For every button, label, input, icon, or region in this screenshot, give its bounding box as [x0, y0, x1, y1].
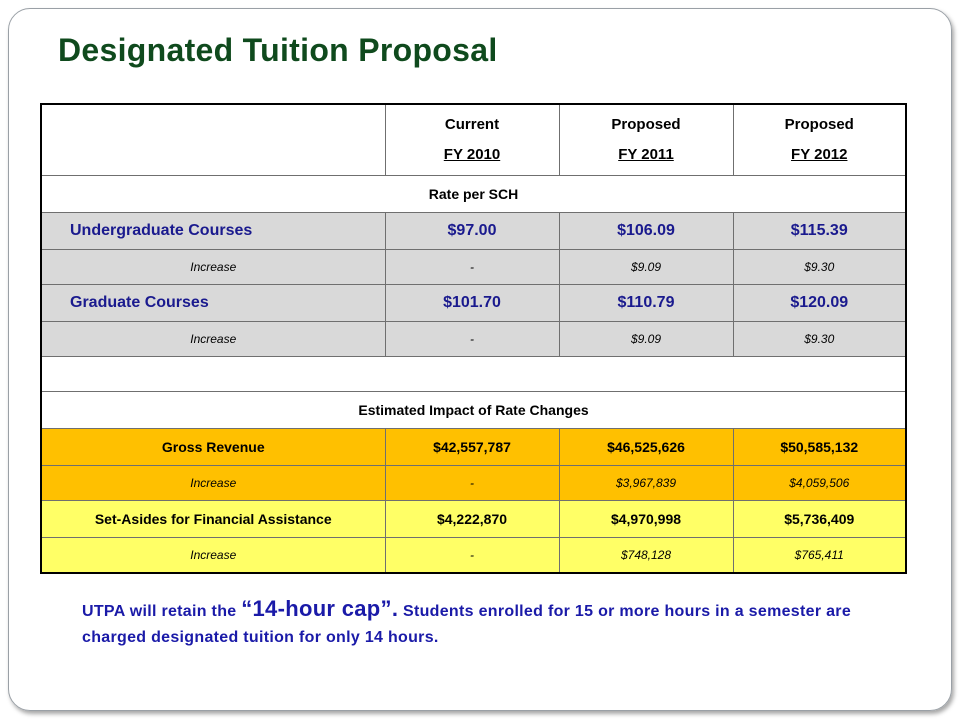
- header-line: Current: [444, 116, 500, 133]
- row-label: Increase: [41, 538, 385, 574]
- table-row-set-asides-increase: [41, 538, 906, 574]
- cell-value: $9.09: [559, 250, 733, 285]
- header-line: Proposed: [784, 116, 854, 133]
- cell-value: $9.09: [559, 322, 733, 357]
- cell-value: $4,970,998: [559, 501, 733, 538]
- cell-value: $97.00: [385, 213, 559, 250]
- cell-value: $42,557,787: [385, 429, 559, 466]
- header-fiscal-year: FY 2011: [618, 146, 674, 163]
- header-current-fy2010: [385, 104, 559, 176]
- cell-value: -: [385, 322, 559, 357]
- header-fiscal-year: FY 2010: [443, 146, 501, 163]
- cell-value: $46,525,626: [559, 429, 733, 466]
- cell-value: -: [385, 466, 559, 501]
- note-prefix: UTPA will retain the: [82, 603, 242, 620]
- table-row-gross-increase: [41, 466, 906, 501]
- cell-value: $50,585,132: [733, 429, 906, 466]
- header-fiscal-year: FY 2012: [791, 146, 848, 163]
- header-empty-cell: [41, 104, 385, 176]
- row-label: Graduate Courses: [41, 285, 385, 322]
- note-cap: “14-hour cap”.: [241, 596, 399, 621]
- table-row-set-asides: [41, 501, 906, 538]
- cell-value: $120.09: [733, 285, 906, 322]
- cell-value: $5,736,409: [733, 501, 906, 538]
- table-row-graduate: [41, 285, 906, 322]
- row-label: Undergraduate Courses: [41, 213, 385, 250]
- table-row-undergraduate-increase: [41, 250, 906, 285]
- row-label: Gross Revenue: [41, 429, 385, 466]
- cell-value: $9.30: [733, 250, 906, 285]
- row-label: Set-Asides for Financial Assistance: [41, 501, 385, 538]
- cell-value: $110.79: [559, 285, 733, 322]
- cell-value: $765,411: [733, 538, 906, 574]
- cell-value: -: [385, 538, 559, 574]
- table-row-undergraduate: [41, 213, 906, 250]
- note-suffix: Students enrolled for 15 or more hours in a semester are charged designated tuition for only 14 hours.: [82, 603, 852, 646]
- row-label: Increase: [41, 466, 385, 501]
- cell-value: $3,967,839: [559, 466, 733, 501]
- cell-value: -: [385, 250, 559, 285]
- spacer-cell: [41, 357, 906, 392]
- cell-value: $106.09: [559, 213, 733, 250]
- header-proposed-fy2011: [559, 104, 733, 176]
- tuition-table: [40, 103, 907, 574]
- table-row-graduate-increase: [41, 322, 906, 357]
- cell-value: $115.39: [733, 213, 906, 250]
- page-title: Designated Tuition Proposal: [58, 32, 498, 68]
- table-row-gross-revenue: [41, 429, 906, 466]
- header-proposed-fy2012: [733, 104, 906, 176]
- table-header-row: [41, 104, 906, 176]
- cell-value: $9.30: [733, 322, 906, 357]
- cell-value: $748,128: [559, 538, 733, 574]
- footnote-14-hour-cap: [82, 596, 902, 651]
- row-label: Increase: [41, 322, 385, 357]
- section-label: Rate per SCH: [41, 176, 906, 213]
- section-row-impact: [41, 392, 906, 429]
- cell-value: $101.70: [385, 285, 559, 322]
- section-label: Estimated Impact of Rate Changes: [41, 392, 906, 429]
- section-row-rate: [41, 176, 906, 213]
- table-row-spacer: [41, 357, 906, 392]
- header-line: Proposed: [611, 116, 681, 133]
- row-label: Increase: [41, 250, 385, 285]
- cell-value: $4,222,870: [385, 501, 559, 538]
- cell-value: $4,059,506: [733, 466, 906, 501]
